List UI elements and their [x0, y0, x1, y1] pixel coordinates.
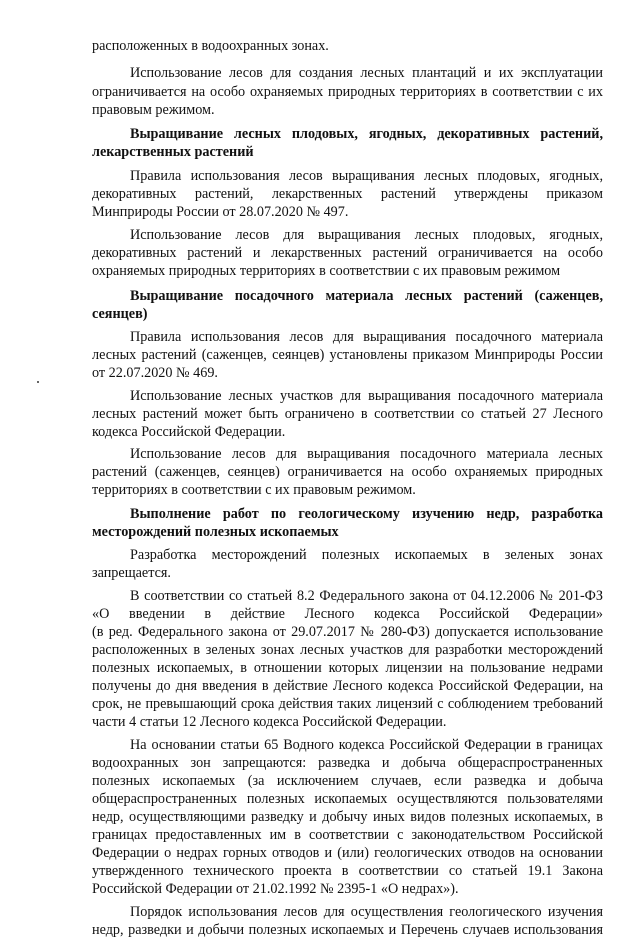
body-text-line: правовым режимом.: [92, 102, 215, 118]
section-heading-line: месторождений полезных ископаемых: [92, 524, 339, 540]
body-text-line: растений (саженцев, сеянцев) ограничивается на особо охраняемых природных: [92, 464, 603, 480]
body-text-line: Использование лесных участков для выращивания посадочного материала: [130, 388, 603, 404]
body-text-line: Российской Федерации от 21.02.1992 № 2395-1 «О недрах»).: [92, 881, 459, 897]
body-text-line: территориях в соответствии с их правовым режимом.: [92, 482, 416, 498]
body-text-line: охраняемых природных территориях в соответствии с их правовым режимом: [92, 263, 561, 279]
body-text-line: (в ред. Федерального закона от 29.07.2017 № 280-ФЗ) допускается использование: [92, 624, 603, 640]
body-text-line: Разработка месторождений полезных ископаемых в зеленых зонах: [130, 547, 603, 563]
body-text-line: расположенных в водоохранных зонах.: [92, 38, 329, 54]
section-heading-line: сеянцев): [92, 306, 148, 322]
body-text-line: ограничивается на особо охраняемых природных территориях в соответствии с их: [92, 84, 603, 100]
body-text-line: декоративных растений, лекарственных растений утверждены приказом: [92, 186, 603, 202]
body-text-line: водоохранных зон запрещаются: разведка и добыча общераспространенных: [92, 755, 603, 771]
body-text-line: части 4 статьи 12 Лесного кодекса Российской Федерации.: [92, 714, 447, 730]
body-text-line: границах предоставленных им в соответствии с законодательством Российской: [92, 827, 603, 843]
section-heading-line: Выращивание посадочного материала лесных растений (саженцев,: [130, 288, 603, 304]
body-text-line: получены до дня введения в действие Лесного кодекса Российской Федерации, на: [92, 678, 603, 694]
body-text-line: Использование лесов для создания лесных плантаций и их эксплуатации: [130, 65, 603, 81]
body-text-line: Использование лесов для выращивания посадочного материала лесных: [130, 446, 603, 462]
body-text-line: полезных ископаемых (за исключением случаев, если разведка и добыча: [92, 773, 603, 789]
body-text-line: запрещается.: [92, 565, 171, 581]
body-text-line: На основании статьи 65 Водного кодекса Российской Федерации в границах: [130, 737, 603, 753]
body-text-line: утвержденного технического проекта в соответствии со статьей 19.1 Закона: [92, 863, 603, 879]
body-text-line: полезных ископаемых, в отношении которых лицензии на пользование недрами: [92, 660, 603, 676]
body-text-line: декоративных растений и лекарственных растений ограничивается на особо: [92, 245, 603, 261]
body-text-line: Правила использования лесов выращивания лесных плодовых, ягодных,: [130, 168, 603, 184]
body-text-line: от 22.07.2020 № 469.: [92, 365, 218, 381]
body-text-line: расположенных в зеленых зонах лесных участков для разработки месторождений: [92, 642, 603, 658]
section-heading-line: Выращивание лесных плодовых, ягодных, декоративных растений,: [130, 126, 603, 142]
body-text-line: кодекса Российской Федерации.: [92, 424, 286, 440]
body-text-line: лесных растений (саженцев, сеянцев) установлены приказом Минприроды России: [92, 347, 603, 363]
body-text-line: общераспространенных полезных ископаемых осуществляются пользователями: [92, 791, 603, 807]
body-text-line: недр, разведки и добычи полезных ископаемых и Перечень случаев использования: [92, 922, 603, 938]
body-text-line: лесных растений может быть ограничено в соответствии со статьей 27 Лесного: [92, 406, 603, 422]
body-text-line: Правила использования лесов для выращивания посадочного материала: [130, 329, 603, 345]
body-text-line: В соответствии со статьей 8.2 Федерального закона от 04.12.2006 № 201-ФЗ: [130, 588, 603, 604]
body-text-line: Минприроды России от 28.07.2020 № 497.: [92, 204, 349, 220]
section-heading-line: Выполнение работ по геологическому изучению недр, разработка: [130, 506, 603, 522]
body-text-line: Порядок использования лесов для осуществления геологического изучения: [130, 904, 603, 920]
scan-mark: [37, 381, 39, 383]
body-text-line: срок, не превышающий срока действия таких лицензий с соблюдением требований: [92, 696, 603, 712]
body-text-line: «О введении в действие Лесного кодекса Российской Федерации»: [92, 606, 603, 622]
body-text-line: Федерации о недрах горных отводов и (или) геологических отводов на основании: [92, 845, 603, 861]
section-heading-line: лекарственных растений: [92, 144, 254, 160]
body-text-line: Использование лесов для выращивания лесных плодовых, ягодных,: [130, 227, 603, 243]
body-text-line: недр, осуществляющими разведку и добычу иных видов полезных ископаемых, в: [92, 809, 603, 825]
